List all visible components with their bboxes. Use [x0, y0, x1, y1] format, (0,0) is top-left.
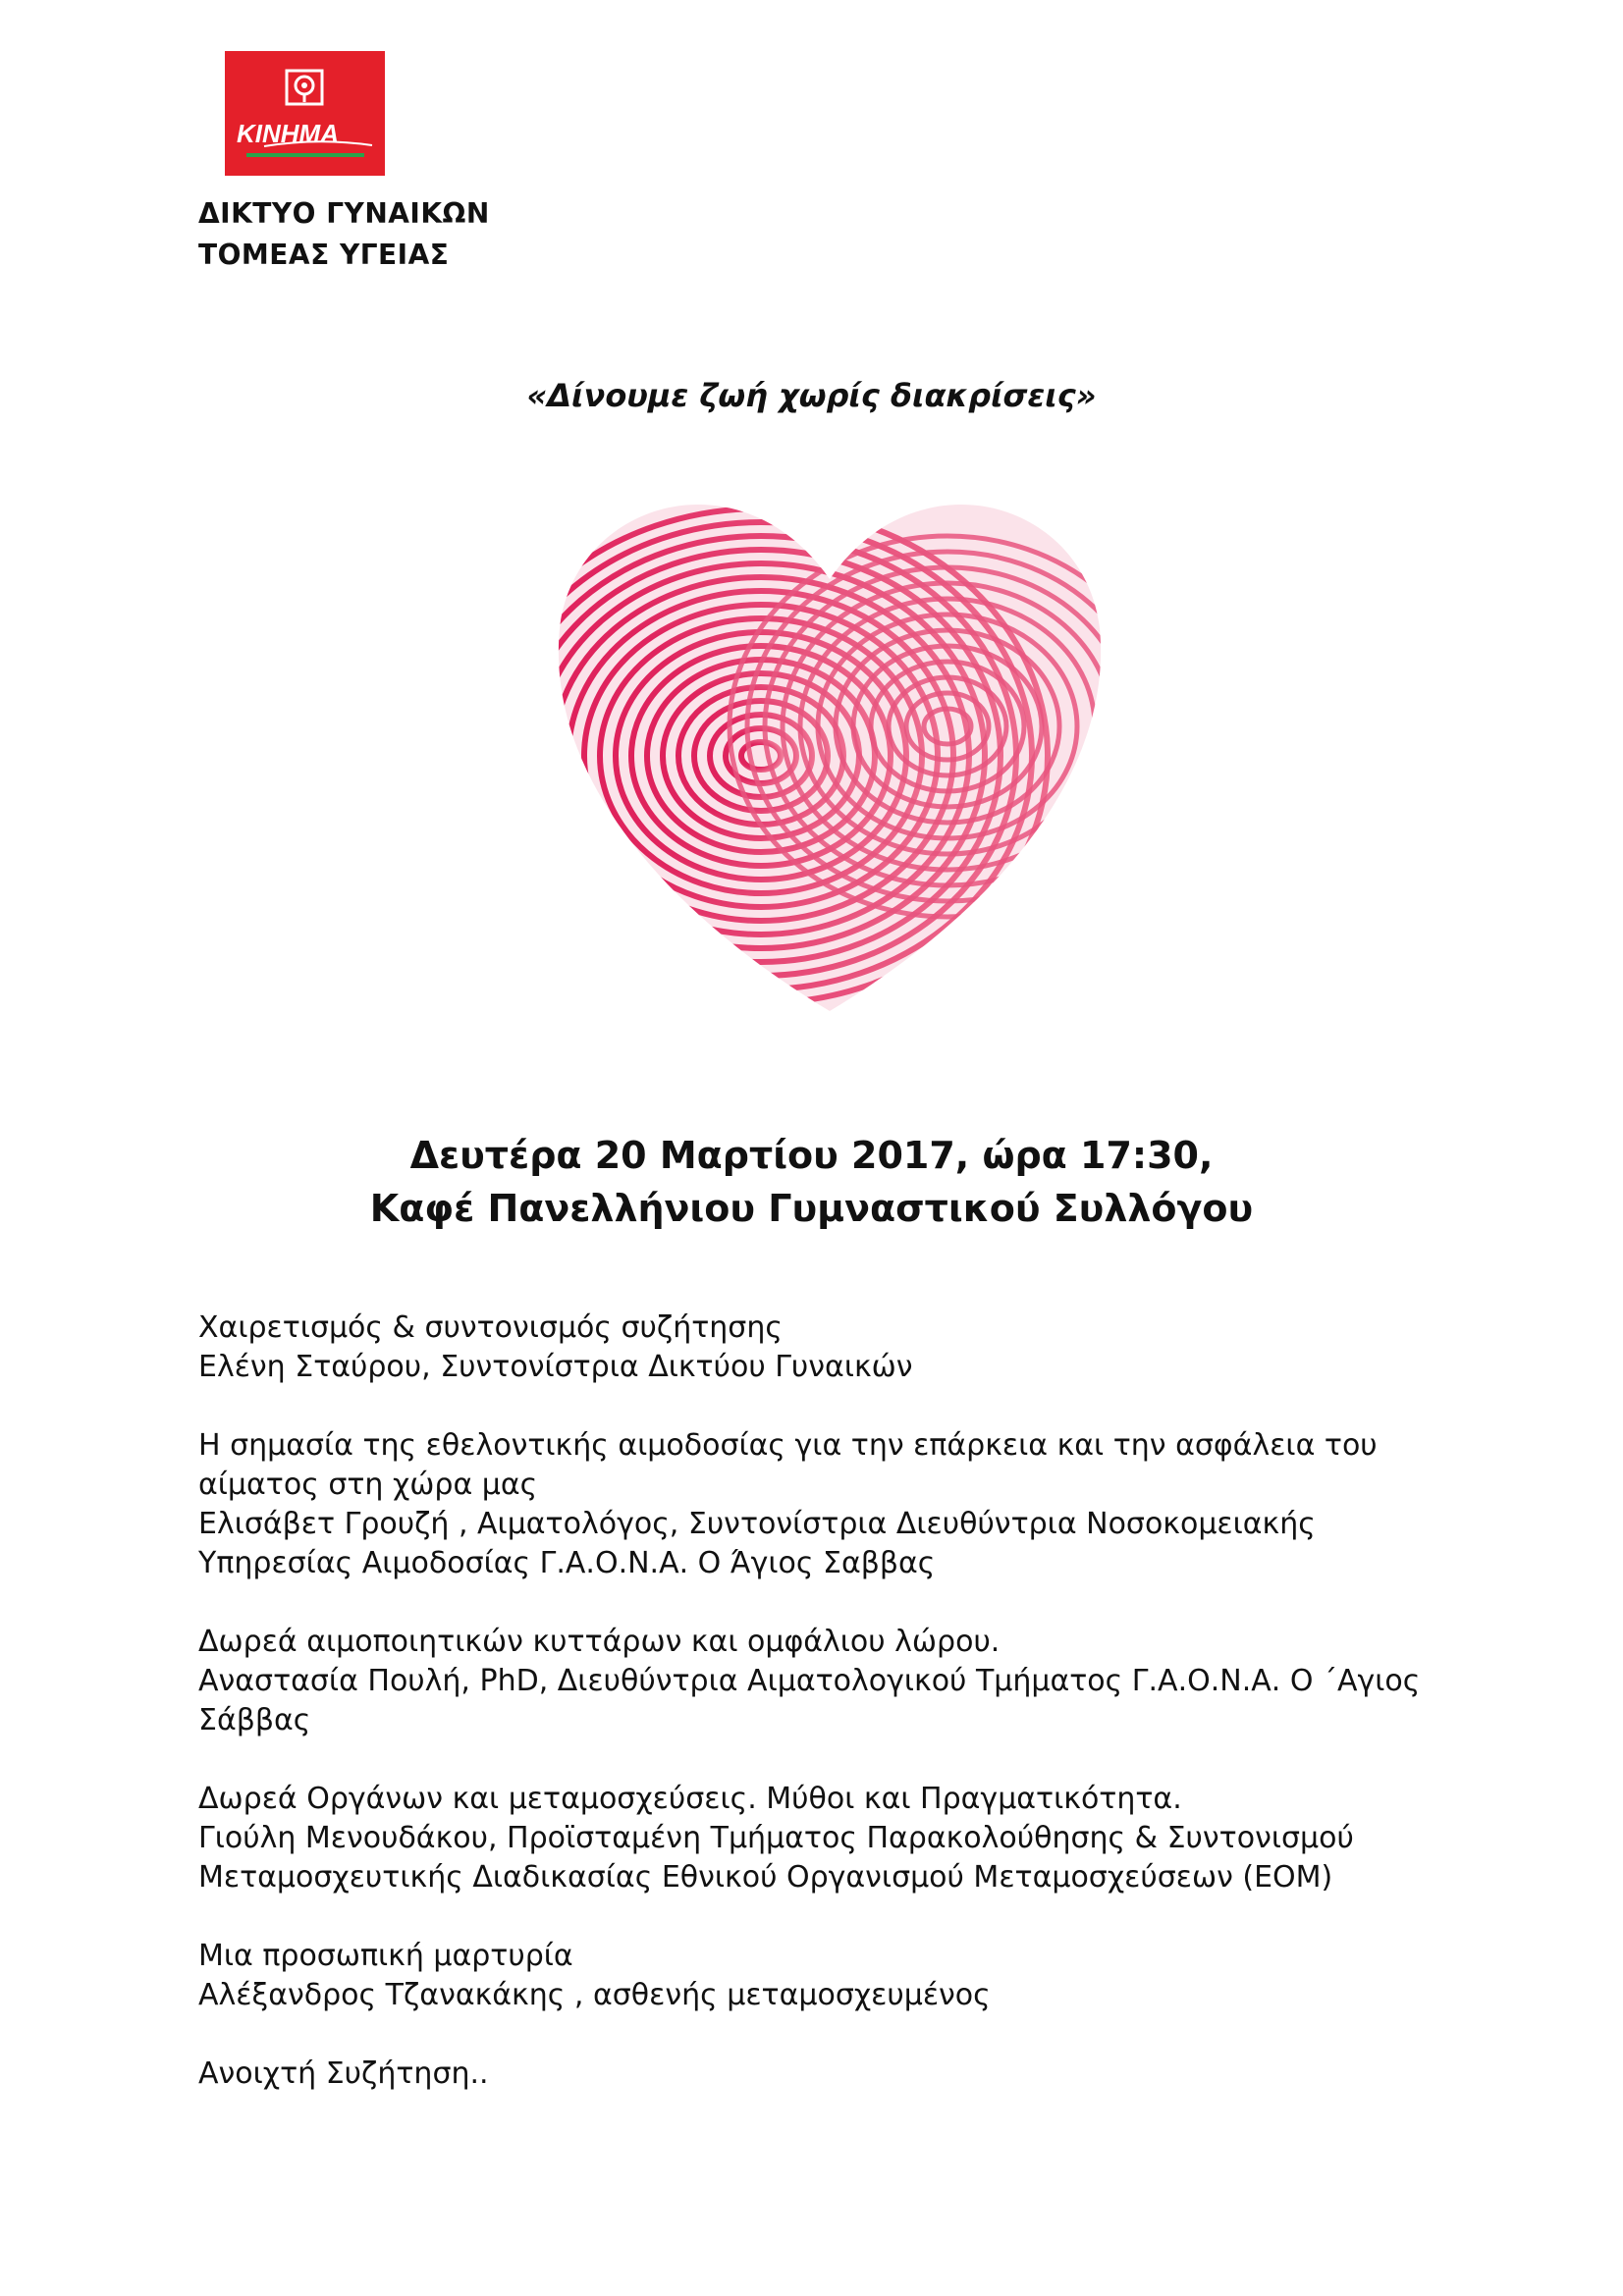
program-speaker: Ελισάβετ Γρουζή , Αιματολόγος, Συντονίστρια Διευθύντρια Νοσοκομειακής Υπηρεσίας Αιμοδοσίας Γ.Α.Ο.Ν.Α. Ο Άγιος Σαββας: [198, 1507, 1316, 1580]
event-title: «Δίνουμε ζωή χωρίς διακρίσεις»: [526, 377, 1097, 414]
event-venue: Καφέ Πανελλήνιου Γυμναστικού Συλλόγου: [369, 1187, 1254, 1230]
program-topic: Ανοιχτή Συζήτηση..: [198, 2056, 489, 2091]
logo-rose-icon: [225, 51, 385, 176]
program-item: [198, 1308, 1435, 1387]
program-speaker: Ελένη Σταύρου, Συντονίστρια Δικτύου Γυναικών: [198, 1350, 913, 1384]
program-speaker: Αναστασία Πουλή, PhD, Διευθύντρια Αιματολογικού Τμήματος Γ.Α.Ο.Ν.Α. Ο ΄Αγιος Σάββας: [198, 1664, 1421, 1737]
org-line-2: ΤΟΜΕΑΣ ΥΓΕΙΑΣ: [198, 239, 450, 271]
svg-text:ΚΙΝΗΜΑ: ΚΙΝΗΜΑ: [237, 119, 339, 148]
program-item: [198, 1780, 1435, 1897]
program-topic: Η σημασία της εθελοντικής αιμοδοσίας για την επάρκεια και την ασφάλεια του αίματος στη χώρα μας: [198, 1428, 1378, 1502]
program-item: [198, 1623, 1435, 1740]
program-speaker: Αλέξανδρος Τζανακάκης , ασθενής μεταμοσχευμένος: [198, 1978, 991, 2012]
program-item: [198, 1937, 1435, 2015]
kinima-logo: [225, 51, 385, 176]
fingerprint-heart-icon: [535, 461, 1124, 1031]
organization-block: [198, 193, 490, 276]
event-date-time: Δευτέρα 20 Μαρτίου 2017, ώρα 17:30,: [409, 1134, 1214, 1177]
program-speaker: Γιούλη Μενουδάκου, Προϊσταμένη Τμήματος Παρακολούθησης & Συντονισμού Μεταμοσχευτικής Διαδικασίας Εθνικού Οργανισμού Μεταμοσχεύσεων (ΕΟΜ): [198, 1821, 1354, 1895]
program-item: [198, 2055, 1435, 2094]
program-topic: Δωρεά αιμοποιητικών κυττάρων και ομφάλιου λώρου.: [198, 1625, 1001, 1659]
org-line-1: ΔΙΚΤΥΟ ΓΥΝΑΙΚΩΝ: [198, 197, 490, 230]
program-topic: Δωρεά Οργάνων και μεταμοσχεύσεις. Μύθοι και Πραγματικότητα.: [198, 1782, 1182, 1816]
event-when-where: [0, 1129, 1623, 1235]
program-list: [198, 1308, 1435, 2133]
program-topic: Χαιρετισμός & συντονισμός συζήτησης: [198, 1310, 783, 1345]
program-topic: Μια προσωπική μαρτυρία: [198, 1939, 573, 1973]
program-item: [198, 1426, 1435, 1583]
